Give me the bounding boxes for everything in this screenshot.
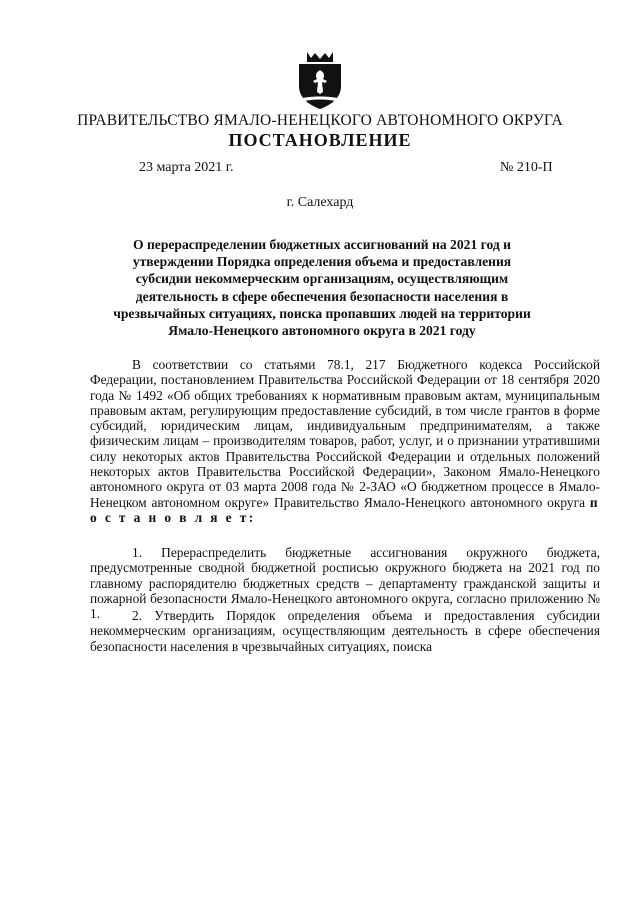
- document-title: О перераспределении бюджетных ассигнований на 2021 год и утверждении Порядка определения объема и предоставления субсидии некоммерческим организациям, осуществляющим деятельность в сфере обеспечения безопасности населения в чрезвычайных ситуациях, поиска пропавших людей на территории Ямало-Ненецкого автономного округа в 2021 году: [113, 237, 531, 339]
- item-1-paragraph: 1. Перераспределить бюджетные ассигнования окружного бюджета, предусмотренные сводной бюджетной росписью окружного бюджета на 2021 год по главному распорядителю бюджетных средств – департаменту гражданской защиты и пожарной безопасности Ямало-Ненецкого автономного округа, согласно приложению № 1.: [90, 545, 600, 622]
- coat-of-arms-emblem-icon: [291, 48, 349, 110]
- document-type: ПОСТАНОВЛЕНИЕ: [228, 130, 412, 150]
- preamble-paragraph: [90, 357, 600, 525]
- item-2-paragraph: 2. Утвердить Порядок определения объема и предоставления субсидии некоммерческим организациям, осуществляющим деятельность в сфере обеспечения безопасности населения в чрезвычайных ситуациях, поиска: [90, 608, 600, 654]
- government-name: ПРАВИТЕЛЬСТВО ЯМАЛО-НЕНЕЦКОГО АВТОНОМНОГО ОКРУГА: [77, 112, 563, 129]
- document-city: г. Салехард: [286, 195, 354, 210]
- resolves-word: п о с т а н о в л я е т:: [90, 494, 600, 525]
- preamble-text: В соответствии со статьями 78.1, 217 Бюджетного кодекса Российской Федерации, постановлением Правительства Российской Федерации от 18 сентября 2020 года № 1492 «Об общих требованиях к нормативным правовым актам, муниципальным правовым актам, регулирующим предоставление субсидий, в том числе грантов в форме субсидий, юридическим лицам, индивидуальным предпринимателям, а также физическим лицам – производителям товаров, работ, услуг, и о признании утратившими силу некоторых актов Правительства Российской Федерации и отдельных положений некоторых актов Правительства Российской Федерации», Законом Ямало-Ненецкого автономного округа от 03 марта 2008 года № 2-ЗАО «О бюджетном процессе в Ямало-Ненецком автономном округе» Правительство Ямало-Ненецкого автономного округа: [90, 357, 600, 510]
- document-number: № 210-П: [500, 160, 553, 175]
- document-date: 23 марта 2021 г.: [139, 160, 234, 175]
